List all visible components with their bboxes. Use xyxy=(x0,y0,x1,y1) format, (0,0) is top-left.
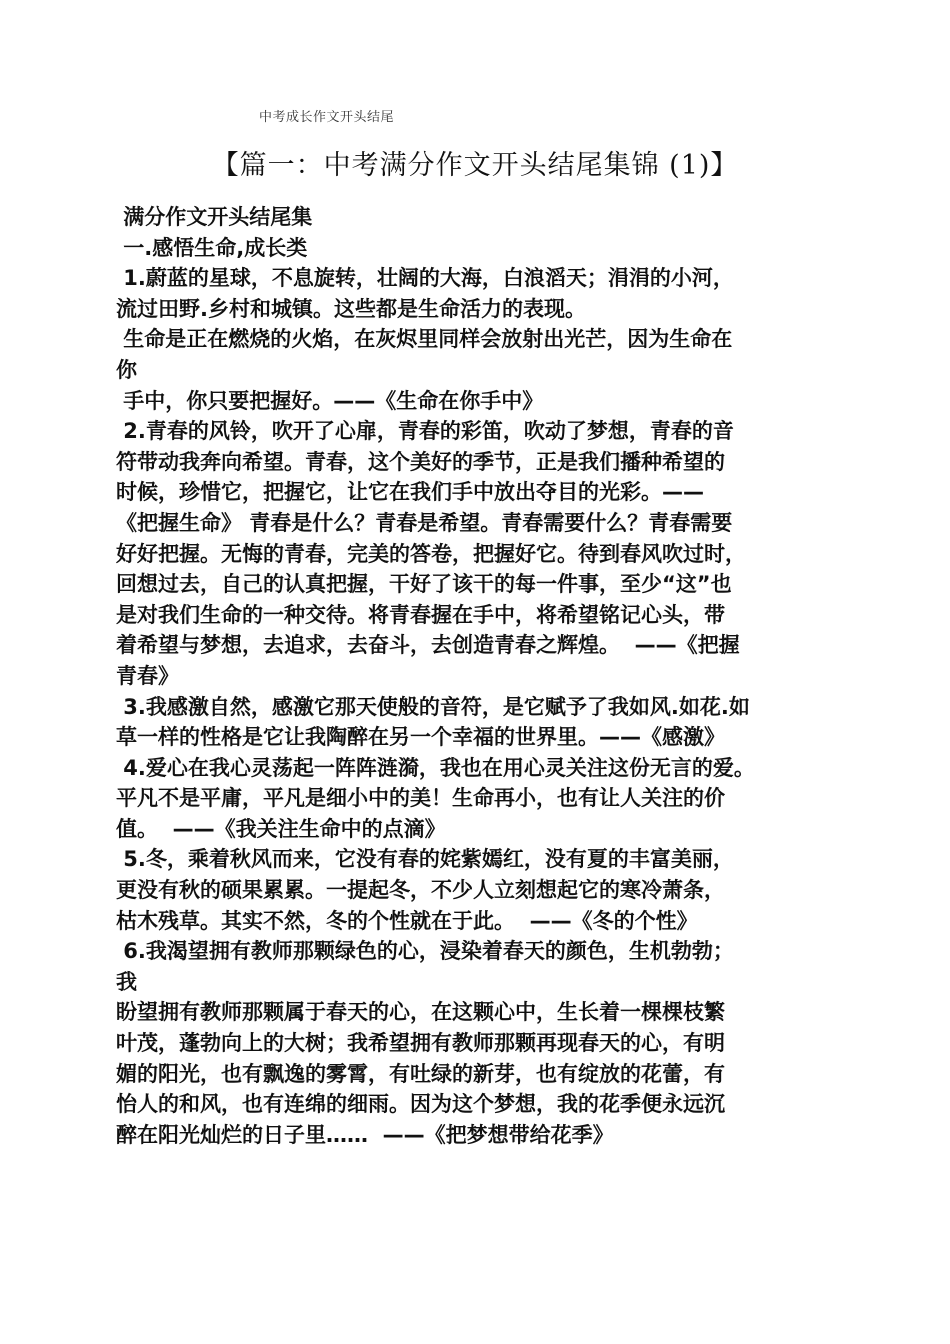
text-line: 青春》 xyxy=(116,663,179,688)
text-line: 回想过去，自己的认真把握，干好了该干的每一件事，至少“这”也 xyxy=(116,572,732,597)
document-body xyxy=(116,202,832,1150)
text-line: 时候，珍惜它，把握它，让它在我们手中放出夺目的光彩。—— xyxy=(116,480,704,505)
text-line: 5.冬，乘着秋风而来，它没有春的姹紫嫣红，没有夏的丰富美丽， xyxy=(116,847,734,872)
text-line: 枯木残草。其实不然，冬的个性就在于此。 ——《冬的个性》 xyxy=(116,908,698,933)
text-line: 1.蔚蓝的星球，不息旋转，壮阔的大海，白浪滔天；涓涓的小河， xyxy=(116,266,734,291)
text-line: 符带动我奔向希望。青春，这个美好的季节，正是我们播种希望的 xyxy=(116,449,725,474)
text-line: 3.我感激自然，感激它那天使般的音符，是它赋予了我如风.如花.如 xyxy=(116,694,750,719)
text-line: 醉在阳光灿烂的日子里…… ——《把梦想带给花季》 xyxy=(116,1122,614,1147)
text-line: 草一样的性格是它让我陶醉在另一个幸福的世界里。——《感激》 xyxy=(116,725,725,750)
text-line: 着希望与梦想，去追求，去奋斗，去创造青春之辉煌。 ——《把握 xyxy=(116,633,740,658)
text-line: 手中，你只要把握好。——《生命在你手中》 xyxy=(116,388,544,413)
text-line: 6.我渴望拥有教师那颗绿色的心，浸染着春天的颜色，生机勃勃； xyxy=(116,939,734,964)
text-line: 满分作文开头结尾集 xyxy=(116,205,313,229)
text-line: 媚的阳光，也有飘逸的雾霄，有吐绿的新芽，也有绽放的花蕾，有 xyxy=(116,1061,725,1086)
text-line: 流过田野.乡村和城镇。这些都是生命活力的表现。 xyxy=(116,296,586,321)
text-line: 好好把握。无悔的青春，完美的答卷，把握好它。待到春风吹过时， xyxy=(116,541,746,566)
text-line: 你 xyxy=(116,357,137,382)
text-line: 生命是正在燃烧的火焰，在灰烬里同样会放射出光芒，因为生命在 xyxy=(116,327,733,352)
text-line: 是对我们生命的一种交待。将青春握在手中，将希望铭记心头，带 xyxy=(116,602,725,627)
running-header: 中考成长作文开头结尾 xyxy=(259,110,395,125)
text-line: 盼望拥有教师那颗属于春天的心，在这颗心中，生长着一棵棵枝繁 xyxy=(116,1000,725,1025)
text-line: 2.青春的风铃，吹开了心扉，青春的彩笛，吹动了梦想，青春的音 xyxy=(116,419,734,444)
document-title: 【篇一：中考满分作文开头结尾集锦 (1)】 xyxy=(211,150,739,181)
text-line: 更没有秋的硕果累累。一提起冬，不少人立刻想起它的寒冷萧条， xyxy=(116,878,725,903)
text-line: 我 xyxy=(116,969,137,994)
text-line: 怡人的和风，也有连绵的细雨。因为这个梦想，我的花季便永远沉 xyxy=(116,1092,725,1117)
text-line: 叶茂，蓬勃向上的大树；我希望拥有教师那颗再现春天的心，有明 xyxy=(116,1031,725,1056)
text-line: 4.爱心在我心灵荡起一阵阵涟漪，我也在用心灵关注这份无言的爱。 xyxy=(116,755,755,780)
text-line: 值。 ——《我关注生命中的点滴》 xyxy=(116,816,446,841)
text-line: 一.感悟生命,成长类 xyxy=(116,235,308,260)
text-line: 《把握生命》 青春是什么？青春是希望。青春需要什么？青春需要 xyxy=(116,510,733,535)
text-line: 平凡不是平庸，平凡是细小中的美！生命再小，也有让人关注的价 xyxy=(116,786,725,811)
